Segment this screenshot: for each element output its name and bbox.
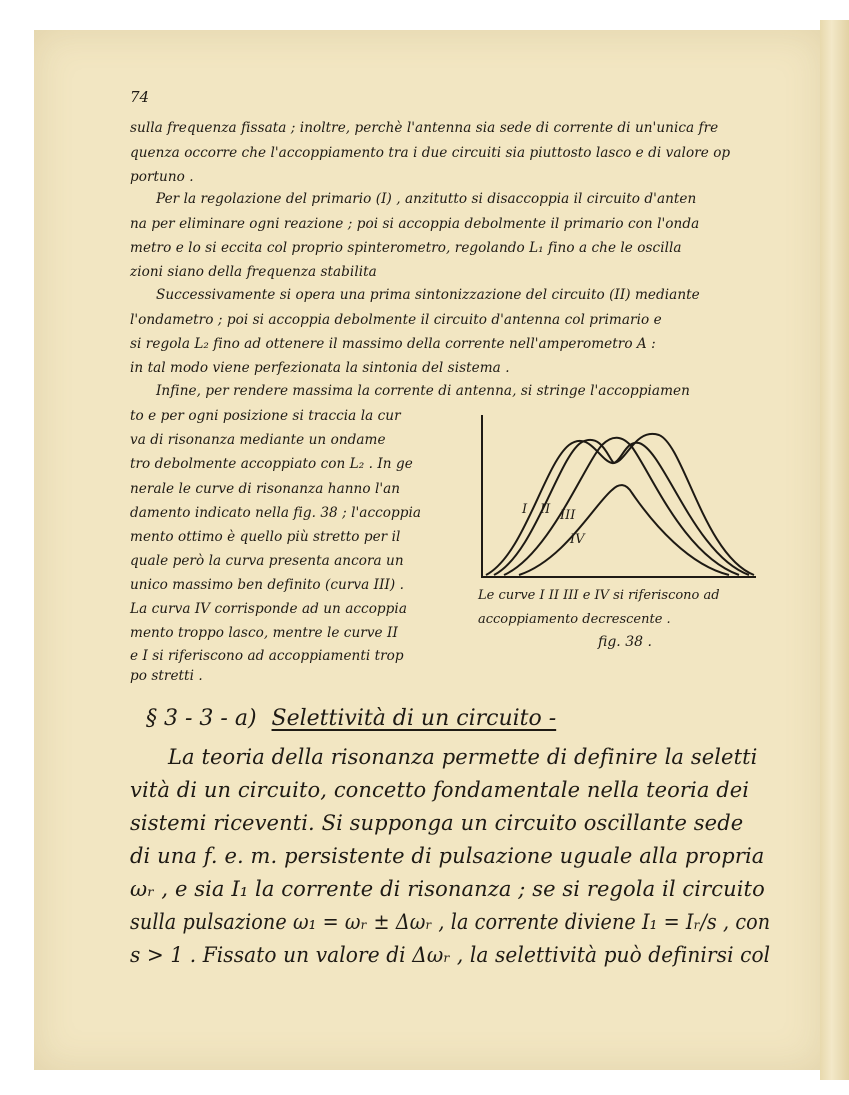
text-line: damento indicato nella fig. 38 ; l'accoppia bbox=[130, 505, 422, 521]
text-line: na per eliminare ogni reazione ; poi si accoppia debolmente il primario con l'onda bbox=[130, 216, 700, 232]
curve-label-ii: II bbox=[540, 502, 551, 517]
figure-number: fig. 38 . bbox=[598, 634, 652, 650]
figure-axes bbox=[482, 415, 756, 577]
text-line: zioni siano della frequenza stabilita bbox=[130, 264, 377, 280]
text-line: va di risonanza mediante un ondame bbox=[130, 432, 386, 448]
text-line: po stretti . bbox=[130, 668, 203, 684]
text-line: sulla pulsazione ω₁ = ωᵣ ± Δωᵣ , la corrente diviene I₁ = Iᵣ/s , con bbox=[130, 910, 771, 934]
text-line: La teoria della risonanza permette di definire la seletti bbox=[168, 745, 758, 769]
text-line: e I si riferiscono ad accoppiamenti trop bbox=[130, 648, 404, 664]
figure-caption: accoppiamento decrescente . bbox=[478, 612, 671, 627]
curve-label-iii: III bbox=[560, 508, 576, 523]
text-line: l'ondametro ; poi si accoppia debolmente il circuito d'antenna col primario e bbox=[130, 312, 662, 328]
text-line: ωᵣ , e sia I₁ la corrente di risonanza ; se si regola il circuito bbox=[130, 877, 765, 901]
text-line: si regola L₂ fino ad ottenere il massimo della corrente nell'amperometro A : bbox=[130, 336, 656, 352]
text-line: to e per ogni posizione si traccia la cur bbox=[130, 408, 401, 424]
section-number: § 3 - 3 - a) bbox=[146, 706, 257, 731]
text-line: vità di un circuito, concetto fondamentale nella teoria dei bbox=[130, 778, 750, 802]
text-line: di una f. e. m. persistente di pulsazione uguale alla propria bbox=[130, 844, 765, 868]
text-line: metro e lo si eccita col proprio spinterometro, regolando L₁ fino a che le oscilla bbox=[130, 240, 682, 256]
text-line: sulla frequenza fissata ; inoltre, perchè l'antenna sia sede di corrente di un'unica fre bbox=[130, 120, 719, 136]
text-line: mento ottimo è quello più stretto per il bbox=[130, 529, 401, 545]
text-line: mento troppo lasco, mentre le curve II bbox=[130, 625, 398, 641]
text-line: in tal modo viene perfezionata la sintonia del sistema . bbox=[130, 360, 510, 376]
curve-label-iv: IV bbox=[570, 532, 585, 547]
text-line: sistemi riceventi. Si supponga un circuito oscillante sede bbox=[130, 811, 744, 835]
section-heading bbox=[146, 706, 556, 731]
paper-edge bbox=[820, 20, 849, 1080]
text-line: quenza occorre che l'accoppiamento tra i due circuiti sia piuttosto lasco e di valore op bbox=[130, 145, 731, 161]
page-number: 74 bbox=[130, 88, 150, 106]
section-title: Selettività di un circuito - bbox=[271, 706, 557, 731]
text-line: s > 1 . Fissato un valore di Δωᵣ , la selettività può definirsi col bbox=[130, 943, 771, 967]
curve-label-i: I bbox=[522, 502, 528, 517]
resonance-curves-figure bbox=[474, 405, 764, 590]
text-line: Per la regolazione del primario (I) , anzitutto si disaccoppia il circuito d'anten bbox=[156, 191, 697, 207]
text-line: portuno . bbox=[130, 169, 194, 185]
text-line: nerale le curve di risonanza hanno l'an bbox=[130, 481, 401, 497]
text-line: unico massimo ben definito (curva III) . bbox=[130, 577, 405, 593]
curve-ii bbox=[494, 440, 749, 575]
figure-caption: Le curve I II III e IV si riferiscono ad bbox=[478, 588, 720, 603]
text-line: La curva IV corrisponde ad un accoppia bbox=[130, 601, 407, 617]
text-line: tro debolmente accoppiato con L₂ . In ge bbox=[130, 456, 413, 472]
text-line: Infine, per rendere massima la corrente di antenna, si stringe l'accoppiamen bbox=[156, 383, 690, 399]
text-line: quale però la curva presenta ancora un bbox=[130, 553, 404, 569]
text-line: Successivamente si opera una prima sintonizzazione del circuito (II) mediante bbox=[156, 287, 700, 303]
